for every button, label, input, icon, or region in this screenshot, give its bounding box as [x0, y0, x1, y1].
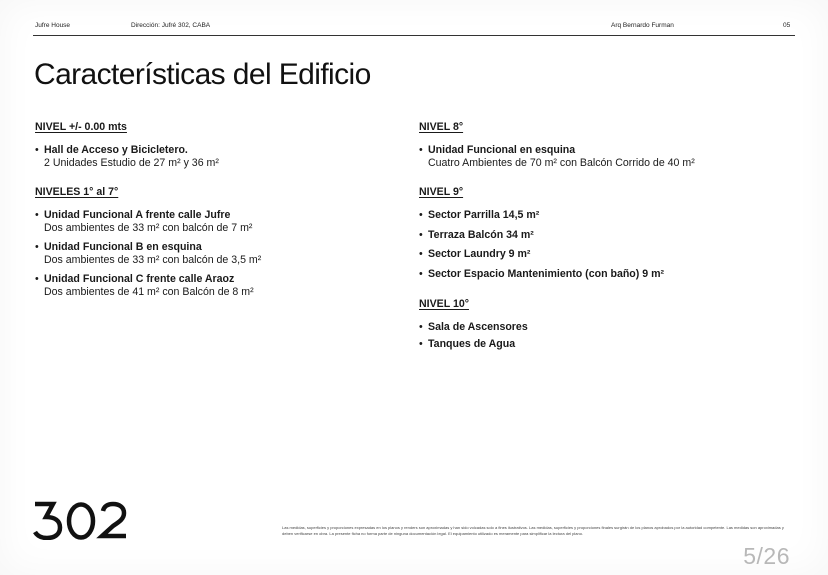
section-heading: NIVEL 10° — [419, 298, 469, 310]
item-detail: Dos ambientes de 41 m² con Balcón de 8 m² — [44, 285, 254, 298]
list-item — [35, 241, 395, 266]
section-nivel-8 — [419, 121, 779, 169]
list-item — [419, 268, 779, 281]
item-title: • Unidad Funcional A frente calle Jufre — [44, 209, 231, 221]
section-heading: NIVEL 9° — [419, 186, 464, 198]
section-nivel-0 — [35, 121, 395, 169]
item-title: • Sector Espacio Mantenimiento (con baño) 9 m² — [428, 267, 665, 280]
item-title: • Sector Laundry 9 m² — [428, 248, 531, 260]
list-item — [35, 273, 395, 298]
header-architect: Arq Bernardo Furman — [611, 22, 674, 29]
item-detail: Dos ambientes de 33 m² con balcón de 3,5 m² — [44, 253, 262, 266]
header-page-number: 05 — [783, 22, 791, 29]
section-heading: NIVEL +/- 0.00 mts — [35, 121, 127, 133]
page-title: Características del Edificio — [34, 58, 371, 91]
item-title: • Unidad Funcional en esquina — [428, 144, 576, 156]
item-detail: 2 Unidades Estudio de 27 m² y 36 m² — [44, 156, 219, 169]
list-item — [419, 229, 779, 242]
list-item — [35, 144, 395, 169]
list-item — [419, 321, 779, 334]
legal-disclaimer: Las medidas, superficies y proporciones expresadas en los planos y renders son aproximadas y han sido volcadas solo a fines ilustrativos. Las medidas, superficies y proporciones finales surgirán de los planos aprobados por la autoridad competente. Las medidas son aproximadas y deben verificarse en obra. La presente ficha no forma parte de ninguna documentación legal. El equipamiento utilizado es meramente para simplificar la lectura del plano. — [282, 525, 784, 536]
item-title: • Unidad Funcional C frente calle Araoz — [44, 273, 235, 285]
header-address: Dirección: Jufré 302, CABA — [131, 22, 211, 29]
list-item — [419, 144, 779, 169]
item-title: • Terraza Balcón 34 m² — [428, 228, 534, 241]
item-title: • Sector Parrilla 14,5 m² — [428, 209, 540, 221]
brand-logo — [33, 500, 129, 545]
left-column — [35, 121, 395, 312]
list-item — [419, 209, 779, 222]
section-nivel-10 — [419, 298, 779, 350]
section-heading: NIVEL 8° — [419, 121, 464, 133]
item-title: • Hall de Acceso y Bicicletero. — [44, 144, 188, 156]
list-item — [419, 248, 779, 261]
item-detail: Cuatro Ambientes de 70 m² con Balcón Corrido de 40 m² — [428, 156, 695, 169]
right-column — [419, 121, 779, 364]
section-niveles-1-7 — [35, 186, 395, 298]
section-nivel-9 — [419, 186, 779, 280]
item-title: • Sala de Ascensores — [428, 321, 528, 333]
item-title: • Unidad Funcional B en esquina — [44, 241, 202, 253]
header-divider — [33, 35, 795, 36]
header-project: Jufre House — [35, 22, 71, 29]
list-item — [419, 338, 779, 351]
item-title: • Tanques de Agua — [428, 337, 516, 350]
item-detail: Dos ambientes de 33 m² con balcón de 7 m² — [44, 221, 253, 234]
list-item — [35, 209, 395, 234]
section-heading: NIVELES 1° al 7° — [35, 186, 119, 198]
page-counter: 5/26 — [743, 543, 790, 569]
logo-302-mark — [33, 500, 129, 540]
